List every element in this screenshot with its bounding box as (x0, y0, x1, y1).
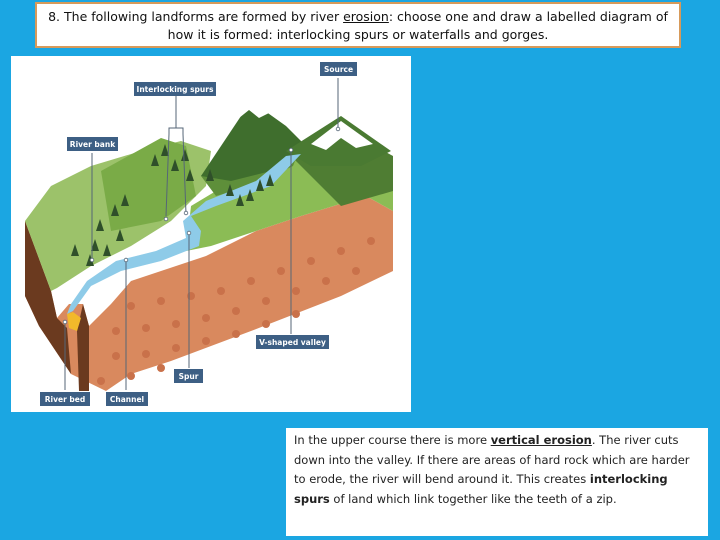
dot-source (336, 127, 340, 131)
explanation-interlocking-spurs: interlocking spurs (294, 472, 668, 506)
dot-river-bed (63, 320, 67, 324)
dot-spur-a (164, 217, 168, 221)
question-title (35, 2, 681, 48)
dot-spur-b (184, 211, 188, 215)
dot-channel (124, 258, 128, 262)
explanation-part1: In the upper course there is more (294, 433, 491, 447)
dot-v-shaped-valley (289, 148, 293, 152)
label-channel: Channel (109, 395, 145, 404)
explanation-part3: of land which link together like the teeth of a zip. (329, 491, 617, 506)
label-river-bed: River bed (44, 395, 86, 404)
title-text-part2: : choose one and draw a labelled diagram of how it is formed: interlocking spurs or waterfalls and gorges. (167, 9, 668, 42)
dot-spur (187, 231, 191, 235)
title-text-part1: 8. The following landforms are formed by river (48, 9, 344, 24)
label-river-bank: River bank (69, 140, 116, 149)
explanation-text (286, 428, 708, 536)
label-source: Source (323, 65, 354, 74)
label-interlocking-spurs: Interlocking spurs (136, 85, 214, 94)
dot-river-bank (90, 258, 94, 262)
title-erosion-word: erosion (343, 9, 389, 24)
label-v-shaped-valley: V-shaped valley (259, 338, 326, 347)
diagram-svg (11, 56, 411, 412)
label-spur: Spur (178, 372, 199, 381)
river-landform-diagram (11, 56, 411, 412)
explanation-part2: . The river cuts down into the valley. If there are areas of hard rock which are harder to erode, the river will bend around it. This creates (294, 433, 690, 486)
left-hill (101, 138, 196, 231)
explanation-vertical-erosion: vertical erosion (490, 433, 592, 447)
